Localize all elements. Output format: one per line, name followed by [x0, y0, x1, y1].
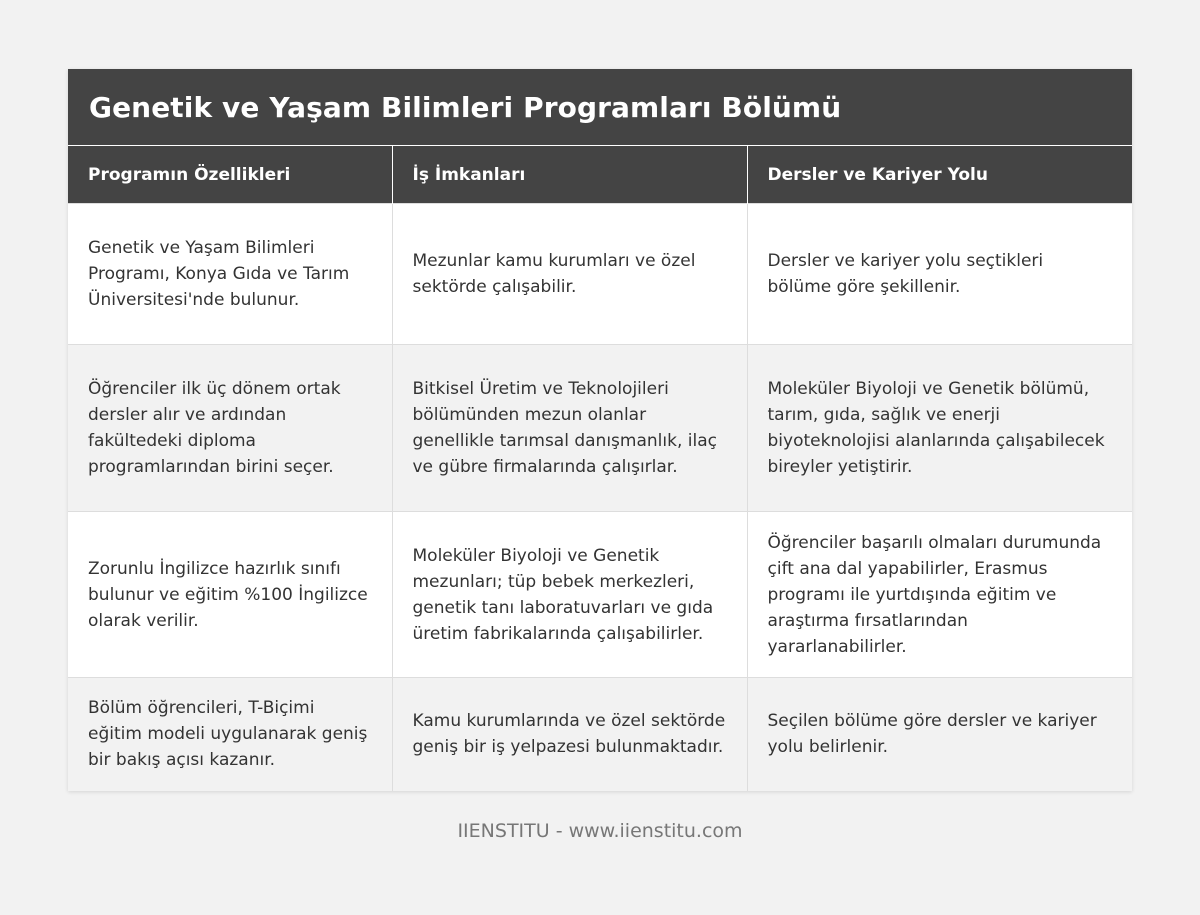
page-title: Genetik ve Yaşam Bilimleri Programları Bölümü: [68, 69, 1132, 145]
table-cell: Moleküler Biyoloji ve Genetik mezunları; tüp bebek merkezleri, genetik tanı laboratuvarları ve gıda üretim fabrikalarında çalışabilirler.: [392, 512, 747, 678]
table-row: [68, 345, 1132, 512]
table-cell: Kamu kurumlarında ve özel sektörde geniş bir iş yelpazesi bulunmaktadır.: [392, 678, 747, 791]
column-header-features: Programın Özellikleri: [68, 146, 392, 204]
table-cell: Öğrenciler başarılı olmaları durumunda çift ana dal yapabilirler, Erasmus programı ile yurtdışında eğitim ve araştırma fırsatlarından yararlanabilirler.: [747, 512, 1132, 678]
table-row: [68, 204, 1132, 345]
table-row: [68, 512, 1132, 678]
header-row: [68, 146, 1132, 204]
data-table: [68, 145, 1132, 791]
table-cell: Genetik ve Yaşam Bilimleri Programı, Konya Gıda ve Tarım Üniversitesi'nde bulunur.: [68, 204, 392, 345]
table-cell: Dersler ve kariyer yolu seçtikleri bölüme göre şekillenir.: [747, 204, 1132, 345]
table-cell: Seçilen bölüme göre dersler ve kariyer yolu belirlenir.: [747, 678, 1132, 791]
table-cell: Mezunlar kamu kurumları ve özel sektörde çalışabilir.: [392, 204, 747, 345]
table-cell: Zorunlu İngilizce hazırlık sınıfı bulunur ve eğitim %100 İngilizce olarak verilir.: [68, 512, 392, 678]
table-cell: Öğrenciler ilk üç dönem ortak dersler alır ve ardından fakültedeki diploma programlarından birini seçer.: [68, 345, 392, 512]
table-card: [68, 69, 1132, 791]
table-row: [68, 678, 1132, 791]
table-cell: Moleküler Biyoloji ve Genetik bölümü, tarım, gıda, sağlık ve enerji biyoteknolojisi alanlarında çalışabilecek bireyler yetiştirir.: [747, 345, 1132, 512]
table-cell: Bölüm öğrencileri, T-Biçimi eğitim modeli uygulanarak geniş bir bakış açısı kazanır.: [68, 678, 392, 791]
footer-credit: IIENSTITU - www.iienstitu.com: [457, 820, 743, 842]
column-header-courses-career: Dersler ve Kariyer Yolu: [747, 146, 1132, 204]
column-header-jobs: İş İmkanları: [392, 146, 747, 204]
table-cell: Bitkisel Üretim ve Teknolojileri bölümünden mezun olanlar genellikle tarımsal danışmanlık, ilaç ve gübre firmalarında çalışırlar.: [392, 345, 747, 512]
